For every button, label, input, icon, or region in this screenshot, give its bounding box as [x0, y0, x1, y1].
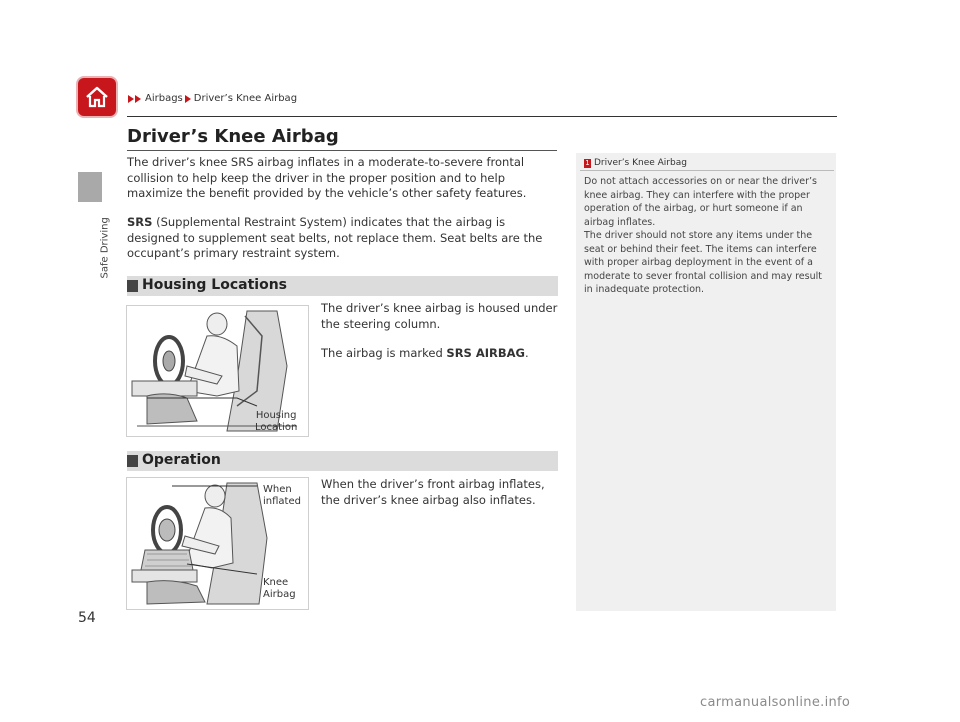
- page-title: Driver’s Knee Airbag: [127, 126, 339, 147]
- housing-figure: [126, 305, 309, 437]
- knee-airbag-label: [263, 577, 296, 601]
- when-inflated-label: [263, 484, 301, 508]
- srs-term: SRS: [127, 215, 153, 229]
- housing-paragraph: The driver’s knee airbag is housed under the steering column.: [321, 301, 558, 331]
- sidebar-section[interactable]: [96, 210, 110, 280]
- marked-suffix: .: [525, 346, 529, 360]
- note-paragraph: Do not attach accessories on or near the driver’s knee airbag. They can interfere with the proper operation of the airbag, or hurt someone if an airbag inflates.: [584, 176, 817, 228]
- section-heading: Operation: [142, 452, 221, 468]
- srs-description: (Supplemental Restraint System) indicates that the airbag is designed to supplement seat belts, not replace them. Seat belts are the occupant’s primary restraint system.: [127, 215, 543, 260]
- srs-paragraph: [127, 215, 559, 262]
- figure-label-line: When: [263, 484, 292, 495]
- breadcrumb-item-airbags[interactable]: Airbags: [145, 93, 183, 104]
- marked-term: SRS AIRBAG: [446, 346, 525, 360]
- operation-paragraph: When the driver’s front airbag inflates, the driver’s knee airbag also inflates.: [321, 477, 545, 507]
- figure-label-line: Airbag: [263, 589, 296, 600]
- page-number: 54: [78, 610, 96, 626]
- marked-paragraph: [321, 346, 559, 362]
- sidebar-section-label: Safe Driving: [99, 217, 111, 279]
- section-square-icon: [127, 280, 138, 292]
- figure-label-line: inflated: [263, 496, 301, 507]
- note-heading-text: Driver’s Knee Airbag: [594, 158, 687, 168]
- breadcrumb-item-current: Driver’s Knee Airbag: [193, 93, 298, 104]
- section-heading: Housing Locations: [142, 277, 287, 293]
- watermark: carmanualsonline.info: [700, 695, 851, 710]
- section-header-operation: [127, 451, 558, 471]
- sidebar-tab-marker: [78, 172, 102, 202]
- triangle-right-icon: [128, 95, 134, 103]
- intro-paragraph: The driver’s knee SRS airbag inflates in a moderate-to-severe frontal collision to help keep the driver in the proper position and to help maximize the benefit provided by the vehicle’s other safety features.: [127, 155, 527, 200]
- operation-figure: [126, 477, 309, 610]
- header-divider: [127, 116, 837, 117]
- triangle-right-icon: [135, 95, 141, 103]
- section-header-housing: [127, 276, 558, 296]
- marked-prefix: The airbag is marked: [321, 346, 447, 360]
- home-button[interactable]: [78, 78, 116, 116]
- breadcrumb: [128, 93, 297, 104]
- title-divider: [127, 150, 557, 151]
- section-square-icon: [127, 455, 138, 467]
- housing-location-label: [255, 410, 297, 434]
- figure-label-line: Knee: [263, 577, 289, 588]
- note-divider: [580, 170, 834, 171]
- figure-label-line: Location: [255, 422, 298, 433]
- side-note-heading: [584, 158, 687, 168]
- note-marker-icon: 1: [585, 158, 590, 167]
- note-paragraph: The driver should not store any items under the seat or behind their feet. The items can interfere with proper airbag deployment in the event of a moderate to sever frontal collision and may result in inadequate protection.: [584, 230, 822, 295]
- triangle-right-icon: [185, 95, 191, 103]
- home-icon: [83, 83, 111, 111]
- figure-label-line: Housing: [255, 410, 297, 421]
